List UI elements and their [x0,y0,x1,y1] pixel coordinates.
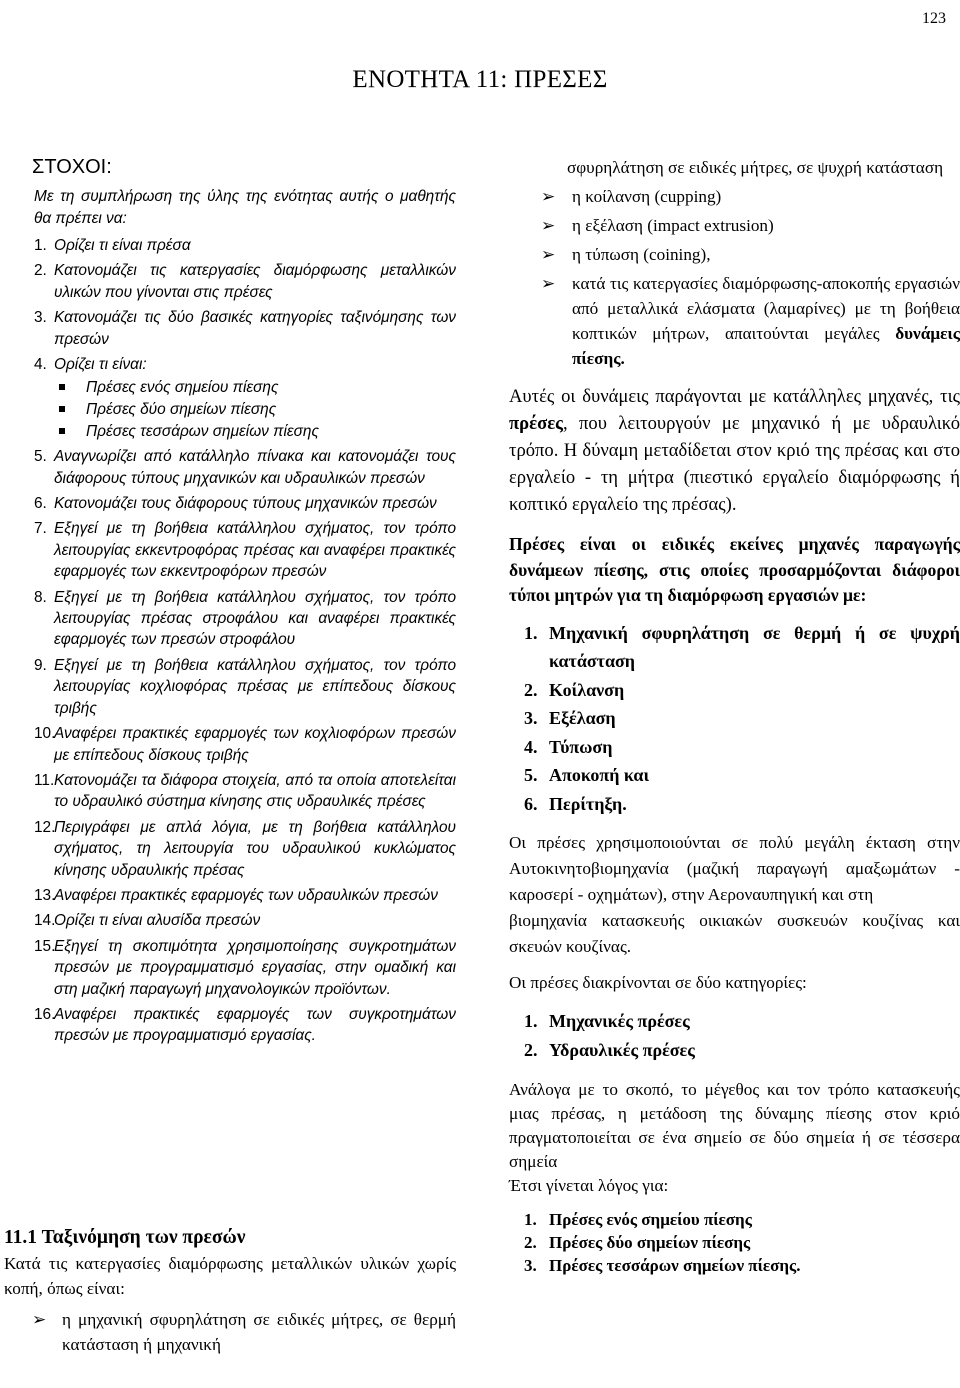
objective-number: 9. [34,656,47,674]
objective-item [34,587,456,651]
objective-text: Κατονομάζει τις κατεργασίες διαμόρφωσης μεταλλικών υλικών που γίνονται στις πρέσες [54,262,456,301]
operation-text: Περίτηξη. [549,793,627,814]
objective-item [34,885,456,906]
objective-item [34,446,456,489]
objective-text: Περιγράφει με απλά λόγια, με τη βοήθεια κατάλληλου σχήματος, τη λειτουργία του υδραυλικού κυκλώματος κίνησης υδραυλικής πρέσας [54,818,456,879]
objective-item [34,770,456,813]
objective-item [34,936,456,1000]
paragraph-text: Αυτές οι δυνάμεις παράγονται με κατάλληλες μηχανές, τις [509,386,960,407]
objective-text: Κατονομάζει τους διάφορους τύπους μηχανικών πρεσών [54,495,437,513]
objectives-heading: ΣΤΟΧΟΙ: [32,156,112,178]
operation-text: Αποκοπή και [549,765,650,786]
point-type-text: Πρέσες τεσσάρων σημείων πίεσης. [549,1256,801,1276]
objective-text: Εξηγεί τη σκοπιμότητα χρησιμοποίησης συγκροτημάτων πρεσών με προγραμματισμό εργασίας, στην ομαδική και στη μαζική παραγωγή μηχανολογικών προϊόντων. [54,937,456,998]
paragraph-thus: Έτσι γίνεται λόγος για: [509,1176,669,1196]
category-text: Μηχανικές πρέσες [549,1011,690,1032]
process-text: η εξέλαση (impact extrusion) [572,216,774,235]
objective-number: 13. [34,886,56,904]
point-type-text: Πρέσες δύο σημείων πίεσης [549,1233,751,1253]
paragraph-uses: Οι πρέσες χρησιμοποιούνται σε πολύ μεγάλη έκταση στην Αυτοκινητοβιομηχανία (μαζική παραγωγή αμαξωμάτων - καροσερί - οχημάτων), στην Αεροναυπηγική και στη [509,833,960,905]
objective-text: Αναφέρει πρακτικές εφαρμογές των συγκροτημάτων πρεσών με προγραμματισμό εργασίας. [54,1005,456,1045]
objective-number: 3. [34,309,47,327]
objective-number: 2. [34,262,47,280]
categories-list [509,1007,960,1064]
objective-subitem: Πρέσες τεσσάρων σημείων πίεσης [34,421,456,443]
paragraph-uses-cont: βιομηχανία κατασκευής οικιακών συσκευών κουζίνας και σκευών κουζίνας. [509,911,960,957]
process-text: η κοίλανση (cupping) [572,187,722,206]
objective-item [34,723,456,766]
operation-item [509,733,960,762]
operation-number: 1. [524,622,538,643]
point-type-item [509,1254,960,1277]
arrow-bullet-icon: ➢ [541,245,556,264]
section-intro: Κατά τις κατεργασίες διαμόρφωσης μεταλλικών υλικών χωρίς κοπή, όπως είναι: [4,1254,456,1298]
objective-item [34,260,456,303]
arrow-bullet-icon: ➢ [541,187,556,206]
objective-text: Ορίζει τι είναι: [54,356,147,374]
paragraph-text: , που λειτουργούν με μηχανικό ή με υδραυλικό τρόπο. Η δύναμη μεταδίδεται στον κριό της πρέσας και στο εργαλείο - τη μήτρα (πιεστικό εργαλείο διαμόρφωσης ή κοπτικό εργαλείο της πρέσας). [509,413,960,515]
objective-number: 15. [34,937,56,955]
page-number: 123 [922,10,946,27]
point-types-list [509,1208,960,1277]
definition-paragraph: Πρέσες είναι οι ειδικές εκείνες μηχανές παραγωγής δυνάμεων πίεσης, στις οποίες προσαρμόζονται διάφοροι τύποι μητρών για τη διαμόρφωση εργασιών με: [509,534,960,606]
text-column-right [509,155,960,1277]
process-text: η τύπωση (coining), [572,245,711,264]
objective-item [34,910,456,931]
objective-item [34,1004,456,1047]
objective-number: 7. [34,520,47,538]
operation-number: 6. [524,793,538,814]
objective-number: 6. [34,495,47,513]
chapter-title: ΕΝΟΤΗΤΑ 11: ΠΡΕΣΕΣ [352,66,608,93]
point-type-number: 3. [524,1256,537,1276]
paragraph-transmission: Ανάλογα με το σκοπό, το μέγεθος και τον τρόπο κατασκευής μιας πρέσας, η μετάδοση της δύναμης πίεσης στον κριό πραγματοποιείται σε ένα σημείο σε δύο σημεία ή σε τέσσερα σημεία [509,1080,960,1172]
objective-text: Εξηγεί με τη βοήθεια κατάλληλου σχήματος, τον τρόπο λειτουργίας κοχλιοφόρας πρέσας με επίπεδους δίσκους τριβής [54,656,456,717]
operation-item [509,790,960,819]
objective-number: 5. [34,448,47,466]
operation-text: Εξέλαση [549,708,616,729]
operation-text: Κοίλανση [549,679,625,700]
objective-text: Αναφέρει πρακτικές εφαρμογές των κοχλιοφόρων πρεσών με επίπεδους δίσκους τριβής [54,725,456,764]
process-text: κατά τις κατεργασίες διαμόρφωσης-αποκοπής εργασιών από μεταλλικά ελάσματα (λαμαρίνες) με τη βοήθεια κοπτικών μήτρων, απαιτούνται μεγάλες [572,274,960,343]
arrow-bullet-icon: ➢ [541,216,556,235]
paragraph-forces [509,383,960,518]
objective-subitem: Πρέσες ενός σημείου πίεσης [34,377,456,399]
operation-number: 4. [524,736,538,757]
objective-number: 12. [34,818,56,836]
operation-item [509,704,960,733]
objective-number: 11. [34,771,55,789]
point-type-item [509,1208,960,1231]
objective-item [34,817,456,881]
objective-number: 10. [34,725,56,743]
objectives-list [34,235,456,1047]
process-item [509,242,960,267]
process-text-bold: δυνάμεις πίεσης. [572,324,960,368]
operation-item [509,619,960,676]
category-item [509,1007,960,1036]
categories-intro: Οι πρέσες διακρίνονται σε δύο κατηγορίες: [509,973,807,993]
objective-text: Ορίζει τι είναι αλυσίδα πρεσών [54,912,261,930]
process-item [509,271,960,371]
arrow-bullet-icon: ➢ [541,274,556,293]
objective-item [34,518,456,582]
objective-text: Κατονομάζει τις δύο βασικές κατηγορίες ταξινόμησης των πρεσών [54,309,456,348]
arrow-bullet-icon: ➢ [32,1310,47,1329]
process-item [509,184,960,209]
objective-text: Εξηγεί με τη βοήθεια κατάλληλου σχήματος, τον τρόπο λειτουργίας πρέσας στροφάλου και αναφέρει πρακτικές εφαρμογές των πρεσών στροφάλου [54,588,456,649]
objective-number: 8. [34,588,47,606]
operation-item [509,761,960,790]
operation-text: Τύπωση [549,736,613,757]
objective-text: Αναφέρει πρακτικές εφαρμογές των υδραυλικών πρεσών [54,886,438,904]
category-number: 2. [524,1039,538,1060]
operation-number: 3. [524,708,538,729]
objective-text: Ορίζει τι είναι πρέσα [54,237,191,254]
objective-text: Εξηγεί με τη βοήθεια κατάλληλου σχήματος, τον τρόπο λειτουργίας εκκεντροφόρας πρέσας και αναφέρει πρακτικές εφαρμογές των εκκεντροφόρων πρεσών [54,520,456,581]
objective-item [34,307,456,350]
objective-sublist [34,377,456,442]
category-number: 1. [524,1011,538,1032]
process-item [4,1307,456,1357]
objective-item [34,354,456,442]
objective-number: 16. [34,1005,56,1023]
objective-subitem: Πρέσες δύο σημείων πίεσης [34,399,456,421]
operation-number: 5. [524,765,538,786]
operation-text: Μηχανική σφυρηλάτηση σε θερμή ή σε ψυχρή κατάσταση [549,622,960,672]
continuation-text: σφυρηλάτηση σε ειδικές μήτρες, σε ψυχρή κατάσταση [567,158,944,177]
objective-item [34,235,456,256]
section-title: 11.1 Ταξινόμηση των πρεσών [4,1227,246,1248]
objective-text: Αναγνωρίζει από κατάλληλο πίνακα και κατονομάζει τους διάφορους τύπους μηχανικών και υδραυλικών πρεσών [54,448,456,487]
process-text: η μηχανική σφυρηλάτηση σε ειδικές μήτρες, σε θερμή κατάσταση ή μηχανική [62,1310,456,1354]
objectives-column [34,156,456,1051]
process-item [509,213,960,238]
section-classification [4,1225,456,1357]
point-type-number: 1. [524,1210,537,1230]
point-type-number: 2. [524,1233,537,1253]
point-type-item [509,1231,960,1254]
operation-item [509,676,960,705]
operations-list [509,619,960,819]
objectives-intro: Με τη συμπλήρωση της ύλης της ενότητας αυτής ο μαθητής θα πρέπει να: [34,188,456,227]
objective-number: 1. [34,237,47,254]
category-text: Υδραυλικές πρέσες [549,1039,695,1060]
operation-number: 2. [524,679,538,700]
objective-number: 14. [34,912,56,930]
objective-number: 4. [34,356,47,374]
objective-text: Κατονομάζει τα διάφορα στοιχεία, από τα οποία αποτελείται το υδραυλικό σύστημα κίνησης στις υδραυλικές πρέσες [54,771,456,811]
point-type-text: Πρέσες ενός σημείου πίεσης [549,1210,752,1230]
objective-item [34,493,456,514]
category-item [509,1036,960,1065]
objective-item [34,655,456,719]
paragraph-bold: πρέσες [509,413,563,434]
